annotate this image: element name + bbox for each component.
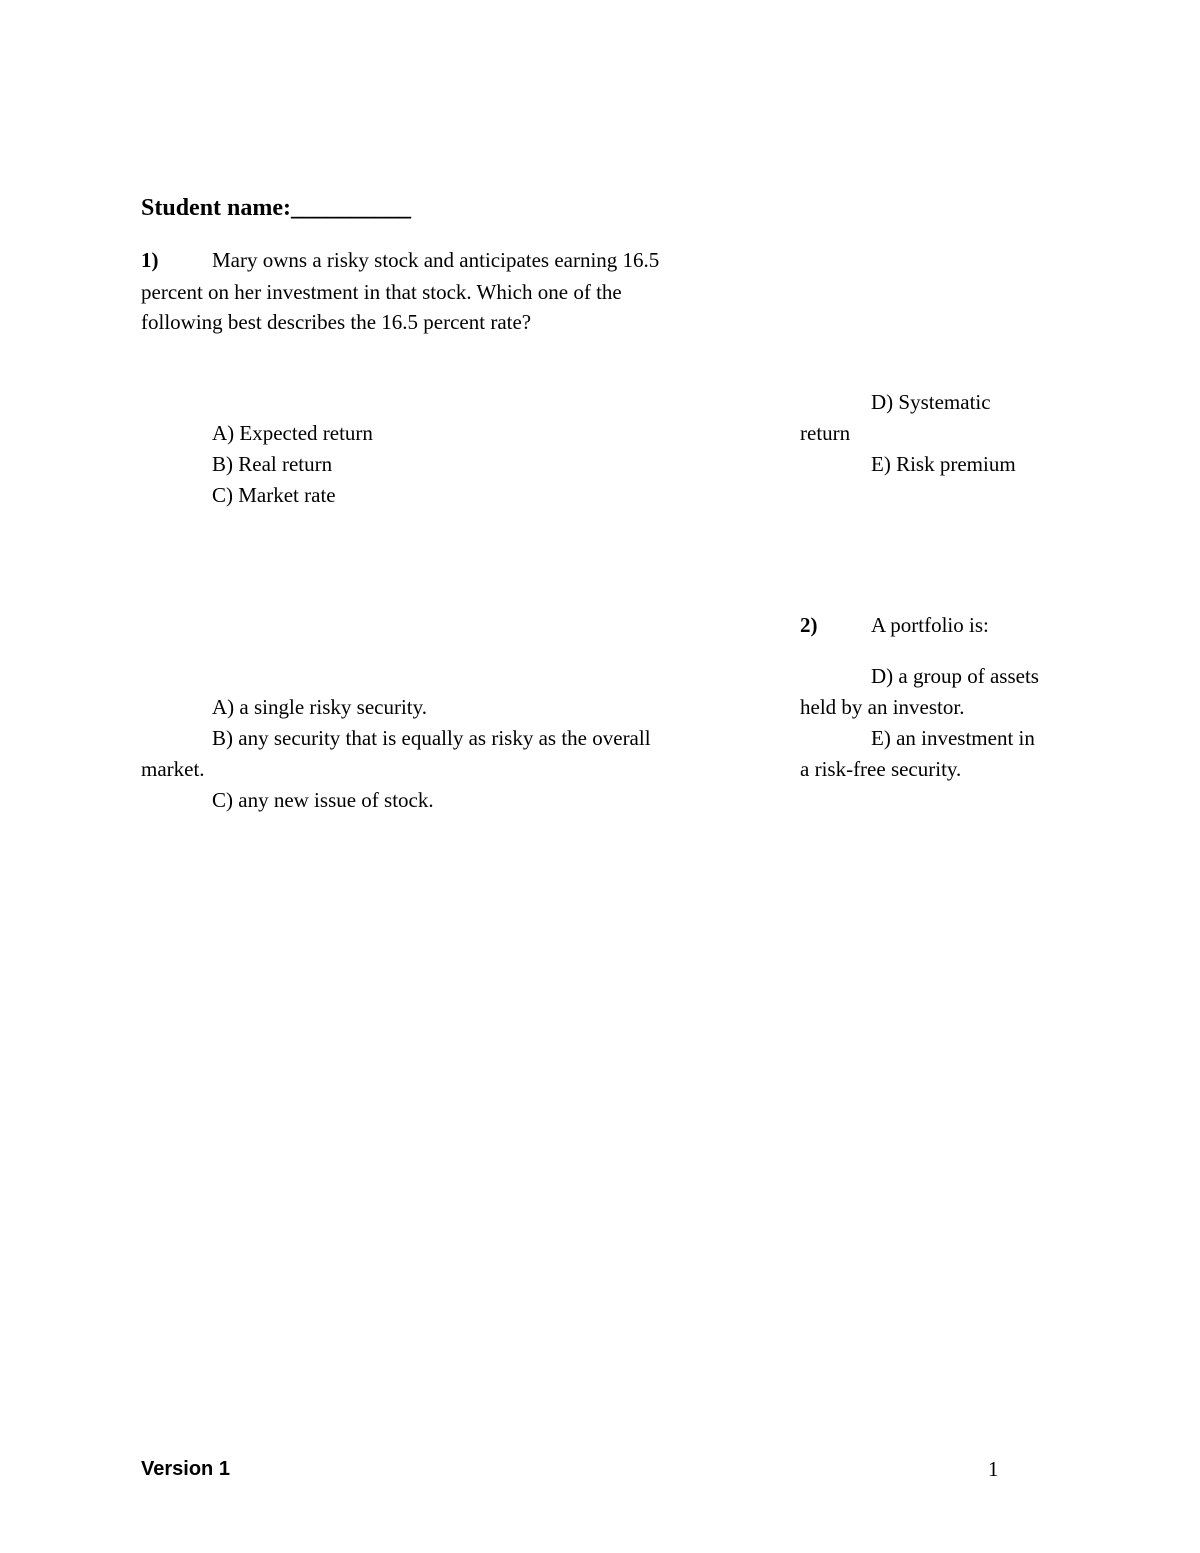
question-2-option-d: D) a group of assets bbox=[871, 664, 1039, 688]
question-2-option-d-continued: held by an investor. bbox=[800, 695, 965, 719]
question-1-number: 1) bbox=[141, 248, 159, 272]
question-2-option-b-continued: market. bbox=[141, 757, 205, 781]
question-1-option-b: B) Real return bbox=[212, 452, 333, 476]
question-1-option-a: A) Expected return bbox=[212, 421, 373, 445]
question-1-option-d: D) Systematic bbox=[871, 390, 991, 414]
question-1-option-e: E) Risk premium bbox=[871, 452, 1016, 476]
footer-version: Version 1 bbox=[141, 1458, 230, 1480]
question-2-number: 2) bbox=[800, 613, 818, 637]
question-1-stem-line-1: Mary owns a risky stock and anticipates earning 16.5 bbox=[212, 248, 660, 272]
question-2-option-e: E) an investment in bbox=[871, 726, 1035, 750]
question-1-option-c: C) Market rate bbox=[212, 483, 336, 507]
question-2-stem: A portfolio is: bbox=[871, 613, 989, 637]
question-2-option-c: C) any new issue of stock. bbox=[212, 788, 434, 812]
question-2-option-a: A) a single risky security. bbox=[212, 695, 428, 719]
question-2-option-b: B) any security that is equally as risky as the overall bbox=[212, 726, 651, 750]
question-1-stem-line-3: following best describes the 16.5 percent rate? bbox=[141, 310, 532, 334]
student-name-field: Student name:__________ bbox=[141, 195, 412, 221]
page-number: 1 bbox=[988, 1457, 999, 1481]
question-2-option-e-continued: a risk-free security. bbox=[800, 757, 962, 781]
question-1-stem-line-2: percent on her investment in that stock. Which one of the bbox=[141, 280, 622, 304]
question-1-option-d-continued: return bbox=[800, 421, 851, 445]
